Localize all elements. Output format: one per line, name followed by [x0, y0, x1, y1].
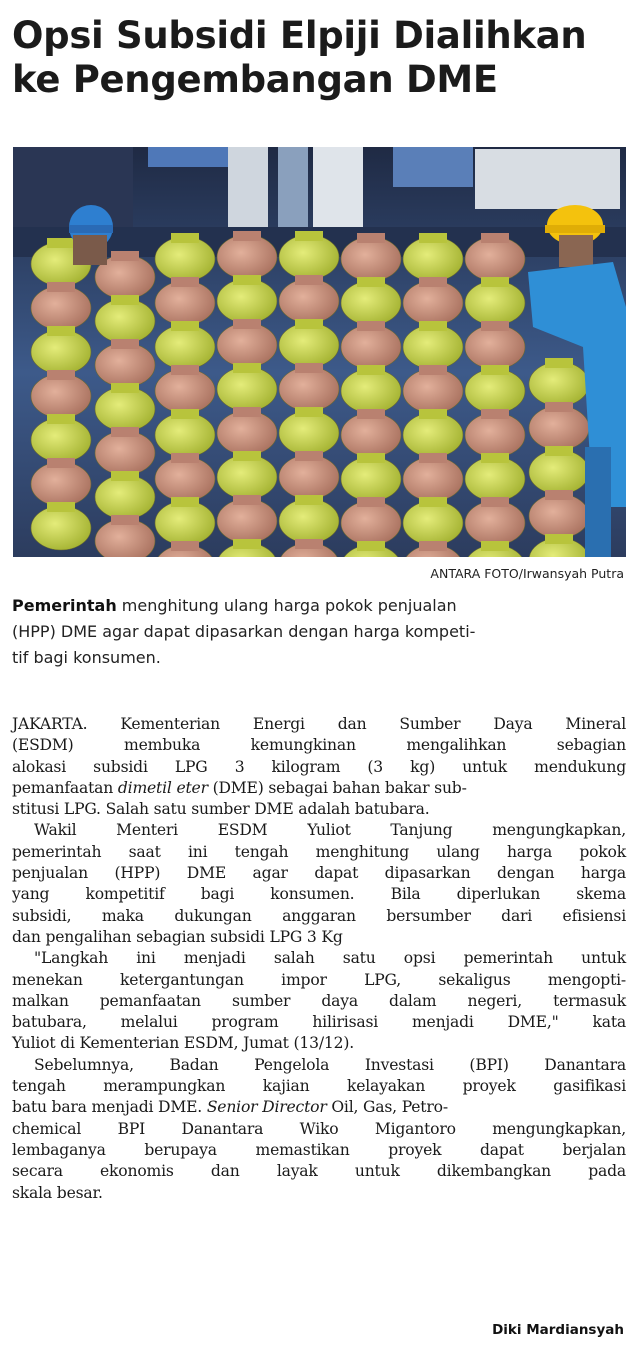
- lpg-cylinder-icon: [155, 281, 215, 325]
- lpg-cylinder-icon: [217, 455, 277, 499]
- body-line: penjualan (HPP) DME agar dapat dipasarkan dengan harga: [12, 864, 626, 883]
- lpg-cylinder-icon: [155, 237, 215, 281]
- cylinder-collar: [481, 541, 509, 551]
- body-line: (ESDM) membuka kemungkinan mengalihkan sebagian: [12, 736, 626, 755]
- lpg-cylinder-icon: [341, 413, 401, 457]
- cylinder-collar: [233, 495, 261, 505]
- lpg-cylinder-icon: [279, 367, 339, 411]
- author-byline: Diki Mardiansyah: [492, 1322, 624, 1338]
- cylinder-collar: [171, 321, 199, 331]
- body-line: Wakil Menteri ESDM Yuliot Tanjung mengungkapkan,: [34, 821, 626, 840]
- lpg-cylinder-icon: [217, 411, 277, 455]
- caption-line-2: (HPP) DME agar dapat dipasarkan dengan harga kompeti-: [12, 622, 476, 641]
- cylinder-collar: [233, 451, 261, 461]
- body-line: menekan ketergantungan impor LPG, sekaligus mengopti-: [12, 970, 626, 989]
- lpg-cylinder-icon: [155, 369, 215, 413]
- cylinder-collar: [111, 295, 139, 305]
- cylinder-collar: [295, 319, 323, 329]
- body-line: yang kompetitif bagi konsumen. Bila diperlukan skema: [12, 885, 626, 904]
- cylinder-collar: [419, 453, 447, 463]
- cylinder-collar: [357, 541, 385, 551]
- lpg-cylinder-icon: [465, 237, 525, 281]
- body-line: skala besar.: [12, 1183, 103, 1202]
- news-photo: [13, 147, 626, 557]
- cylinder-collar: [419, 541, 447, 551]
- body-fragment: Oil, Gas, Petro-: [326, 1098, 448, 1117]
- body-line: "Langkah ini menjadi salah satu opsi pemerintah untuk: [34, 949, 626, 968]
- cylinder-collar: [233, 539, 261, 549]
- lpg-cylinder-icon: [217, 499, 277, 543]
- body-line: tengah merampungkan kajian kelayakan proyek gasifikasi: [12, 1077, 626, 1096]
- lpg-cylinder-icon: [403, 501, 463, 545]
- cylinder-collar: [481, 277, 509, 287]
- cylinder-collar: [295, 363, 323, 373]
- cylinder-collar: [47, 458, 75, 468]
- photo-caption: [12, 593, 624, 671]
- lpg-cylinder-icon: [465, 413, 525, 457]
- lpg-cylinder-icon: [217, 235, 277, 279]
- cylinder-collar: [171, 365, 199, 375]
- cylinder-collar: [47, 326, 75, 336]
- cylinder-collar: [545, 446, 573, 456]
- lpg-cylinder-icon: [465, 325, 525, 369]
- cylinder-collar: [47, 502, 75, 512]
- lpg-cylinder-icon: [155, 413, 215, 457]
- body-line: alokasi subsidi LPG 3 kilogram (3 kg) untuk mendukung: [12, 757, 626, 776]
- body-line: Yuliot di Kementerian ESDM, Jumat (13/12).: [12, 1034, 354, 1053]
- lpg-cylinder-icon: [31, 506, 91, 550]
- cylinder-collar: [111, 339, 139, 349]
- cylinder-collar: [357, 453, 385, 463]
- cylinder-collar: [47, 238, 75, 248]
- lpg-cylinder-icon: [403, 325, 463, 369]
- body-fragment: (DME) sebagai bahan bakar sub-: [207, 778, 467, 797]
- cylinder-collar: [233, 231, 261, 241]
- lpg-cylinder-icon: [95, 299, 155, 343]
- lpg-cylinder-icon: [217, 323, 277, 367]
- cylinder-collar: [357, 497, 385, 507]
- lpg-cylinder-icon: [341, 325, 401, 369]
- lpg-cylinder-icon: [403, 457, 463, 501]
- caption-lead: Pemerintah: [12, 596, 117, 615]
- cylinder-collar: [545, 534, 573, 544]
- body-line: batubara, melalui program hilirisasi menjadi DME," kata: [12, 1013, 626, 1032]
- lpg-cylinder-icon: [279, 411, 339, 455]
- cylinder-collar: [419, 321, 447, 331]
- cylinder-collar: [233, 275, 261, 285]
- body-line: malkan pemanfaatan sumber daya dalam negeri, termasuk: [12, 991, 626, 1010]
- body-line: secara ekonomis dan layak untuk dikembangkan pada: [12, 1162, 626, 1181]
- lpg-cylinder-icon: [403, 369, 463, 413]
- body-line: [12, 778, 626, 799]
- cylinder-collar: [357, 233, 385, 243]
- cylinder-collar: [545, 490, 573, 500]
- headline-line-1: Opsi Subsidi Elpiji Dialihkan: [12, 14, 587, 57]
- body-line: Sebelumnya, Badan Pengelola Investasi (BPI) Danantara: [34, 1055, 626, 1074]
- cylinder-collar: [419, 409, 447, 419]
- cylinder-collar: [233, 407, 261, 417]
- body-line: lembaganya berupaya memastikan proyek dapat berjalan: [12, 1140, 626, 1159]
- body-fragment: batu bara menjadi DME.: [12, 1098, 207, 1117]
- cylinder-collar: [481, 453, 509, 463]
- cylinder-collar: [419, 497, 447, 507]
- lpg-cylinder-icon: [529, 406, 589, 450]
- lpg-cylinder-icon: [341, 369, 401, 413]
- lpg-cylinder-icon: [155, 501, 215, 545]
- cylinder-collar: [171, 409, 199, 419]
- italic-term: Senior Director: [206, 1098, 327, 1117]
- lpg-cylinder-icon: [465, 457, 525, 501]
- photo-credit: ANTARA FOTO/Irwansyah Putra: [430, 566, 624, 581]
- cylinder-collar: [295, 275, 323, 285]
- lpg-cylinder-icon: [341, 501, 401, 545]
- cylinder-collar: [295, 407, 323, 417]
- cylinder-collar: [171, 497, 199, 507]
- headline-line-2: ke Pengembangan DME: [12, 58, 498, 101]
- lpg-cylinder-icon: [217, 367, 277, 411]
- lpg-cylinder-icon: [279, 235, 339, 279]
- lpg-cylinder-icon: [95, 475, 155, 519]
- cylinder-collar: [111, 251, 139, 261]
- caption-line-1: [12, 593, 624, 619]
- cylinder-collar: [419, 233, 447, 243]
- body-line: chemical BPI Danantara Wiko Migantoro mengungkapkan,: [12, 1119, 626, 1138]
- cylinder-collar: [295, 539, 323, 549]
- cylinder-collar: [233, 363, 261, 373]
- cylinder-collar: [357, 321, 385, 331]
- cylinder-collar: [357, 365, 385, 375]
- lpg-cylinder-icon: [529, 494, 589, 538]
- lpg-cylinder-icon: [95, 431, 155, 475]
- cylinder-collar: [545, 358, 573, 368]
- cylinder-collar: [419, 277, 447, 287]
- cylinder-collar: [171, 453, 199, 463]
- lpg-cylinder-icon: [465, 501, 525, 545]
- cylinder-collar: [171, 541, 199, 551]
- lpg-cylinder-icon: [31, 374, 91, 418]
- cylinder-collar: [171, 233, 199, 243]
- lpg-cylinder-icon: [31, 330, 91, 374]
- body-line: subsidi, maka dukungan anggaran bersumber dari efisiensi: [12, 906, 626, 925]
- lpg-cylinder-icon: [403, 237, 463, 281]
- lpg-cylinder-icon: [279, 499, 339, 543]
- italic-term: dimetil eter: [117, 778, 208, 797]
- lpg-cylinder-icon: [529, 362, 589, 406]
- lpg-cylinder-icon: [279, 279, 339, 323]
- lpg-cylinder-icon: [465, 369, 525, 413]
- body-line: stitusi LPG. Salah satu sumber DME adalah batubara.: [12, 800, 430, 819]
- body-line: pemerintah saat ini tengah menghitung ulang harga pokok: [12, 842, 626, 861]
- body-line: [12, 1097, 626, 1118]
- cylinder-collar: [111, 427, 139, 437]
- lpg-cylinder-icon: [529, 450, 589, 494]
- body-fragment: pemanfaatan: [12, 778, 118, 797]
- cylinder-collar: [47, 282, 75, 292]
- lpg-cylinder-icon: [341, 281, 401, 325]
- cylinder-collar: [295, 495, 323, 505]
- lpg-cylinder-icon: [31, 462, 91, 506]
- body-line: dan pengalihan sebagian subsidi LPG 3 Kg: [12, 927, 343, 946]
- cylinder-collar: [47, 414, 75, 424]
- lpg-cylinder-icon: [341, 457, 401, 501]
- cylinder-collar: [481, 365, 509, 375]
- cylinder-collar: [295, 451, 323, 461]
- cylinder-collar: [419, 365, 447, 375]
- cylinder-collar: [233, 319, 261, 329]
- lpg-cylinder-icon: [31, 418, 91, 462]
- cylinder-collar: [481, 497, 509, 507]
- lpg-cylinder-icon: [95, 387, 155, 431]
- cylinder-collar: [111, 515, 139, 525]
- lpg-cylinder-stack-photo-icon: [13, 147, 626, 557]
- cylinder-collar: [47, 370, 75, 380]
- lpg-cylinder-icon: [403, 413, 463, 457]
- cylinder-collar: [357, 277, 385, 287]
- lpg-cylinder-icon: [31, 286, 91, 330]
- cylinder-collar: [171, 277, 199, 287]
- lpg-cylinder-icon: [465, 281, 525, 325]
- body-line: JAKARTA. Kementerian Energi dan Sumber Daya Mineral: [12, 715, 626, 733]
- lpg-cylinder-icon: [341, 237, 401, 281]
- lpg-cylinder-icon: [403, 281, 463, 325]
- cylinder-collar: [295, 231, 323, 241]
- cylinder-collar: [111, 471, 139, 481]
- cylinder-collar: [111, 383, 139, 393]
- lpg-cylinder-icon: [155, 325, 215, 369]
- caption-line-3: tif bagi konsumen.: [12, 648, 161, 667]
- lpg-cylinder-icon: [279, 455, 339, 499]
- cylinder-collar: [481, 233, 509, 243]
- lpg-cylinder-icon: [95, 343, 155, 387]
- lpg-cylinder-icon: [155, 457, 215, 501]
- lpg-cylinder-icon: [217, 279, 277, 323]
- cylinder-collar: [357, 409, 385, 419]
- cylinder-collar: [545, 402, 573, 412]
- caption-line-1-rest: menghitung ulang harga pokok penjualan: [116, 596, 457, 615]
- headline: [12, 14, 628, 102]
- article-body: [12, 714, 626, 1204]
- cylinder-collar: [481, 409, 509, 419]
- lpg-cylinder-icon: [279, 323, 339, 367]
- cylinder-collar: [481, 321, 509, 331]
